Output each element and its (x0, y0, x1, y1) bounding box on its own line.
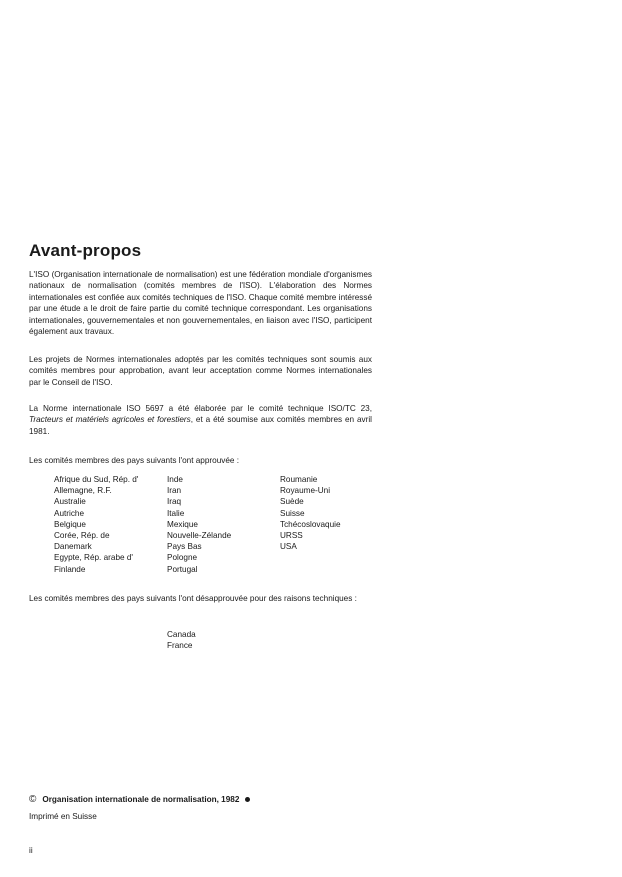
country-item: USA (280, 542, 297, 552)
country-item: Nouvelle-Zélande (167, 531, 232, 541)
country-item: Portugal (167, 564, 198, 574)
printed-in: Imprimé en Suisse (29, 812, 97, 821)
country-item: Italie (167, 508, 185, 518)
country-item: Autriche (54, 508, 85, 518)
adoption-paragraph: Les projets de Normes internationales adoptés par les comités techniques sont soumis aux comités membres pour approbation, avant leur acceptation comme Normes internationales par le Conseil de l'ISO. (29, 355, 372, 387)
intro-paragraph: L'ISO (Organisation internationale de normalisation) est une fédération mondiale d'organismes nationaux de normalisation (comités membres de l'ISO). L'élaboration des Normes internationales est confiée aux comités techniques de l'ISO. Chaque comité membre intéressé par une étude a le droit de faire partie du comité technique correspondant. Les organisations internationales, gouvernementales et non gouvernementales, en liaison avec l'ISO, participent également aux travaux. (29, 270, 372, 337)
country-item: Allemagne, R.F. (54, 486, 112, 496)
country-item: Suisse (280, 508, 305, 518)
country-item: Iran (167, 486, 182, 496)
page-number: ii (29, 846, 33, 855)
country-item: Inde (167, 475, 183, 484)
page-title: Avant-propos (29, 241, 142, 260)
origin-text-start: La Norme internationale ISO 5697 a été élaborée par le comité technique ISO/TC 23, (29, 404, 372, 413)
country-item: Canada (167, 630, 196, 639)
copyright-text: Organisation internationale de normalisation, 1982 (42, 795, 240, 804)
approved-countries-col1 (54, 474, 162, 575)
approval-intro: Les comités membres des pays suivants l'ont approuvée : (29, 456, 239, 465)
country-item: Corée, Rép. de (54, 531, 110, 541)
country-item: Egypte, Rép. arabe d' (54, 553, 133, 563)
country-item: Tchécoslovaquie (280, 519, 341, 529)
disapproval-intro: Les comités membres des pays suivants l'ont désapprouvée pour des raisons techniques : (29, 594, 357, 603)
country-item: Iraq (167, 497, 182, 507)
copyright-icon: © (29, 794, 37, 805)
bullet-icon (245, 797, 250, 802)
country-item: Belgique (54, 519, 86, 529)
country-item: Mexique (167, 519, 198, 529)
country-item: Pologne (167, 553, 198, 563)
country-item: France (167, 641, 193, 651)
origin-text-end: , et a été soumise aux comités membres en avril 1981. (29, 415, 372, 436)
approved-countries-col2 (167, 474, 275, 575)
country-item: Australie (54, 497, 86, 507)
country-item: Roumanie (280, 475, 318, 484)
country-item: URSS (280, 531, 303, 541)
approved-countries-col3 (280, 474, 388, 552)
country-item: Afrique du Sud, Rép. d' (54, 475, 139, 484)
country-item: Pays Bas (167, 542, 202, 552)
country-item: Suède (280, 497, 304, 507)
disapproved-countries (167, 629, 275, 651)
country-item: Finlande (54, 564, 86, 574)
committee-title: Tracteurs et matériels agricoles et forestiers (29, 415, 191, 425)
country-item: Danemark (54, 542, 92, 552)
copyright-notice (29, 794, 250, 805)
country-item: Royaume-Uni (280, 486, 331, 496)
standard-origin-paragraph (29, 403, 372, 437)
